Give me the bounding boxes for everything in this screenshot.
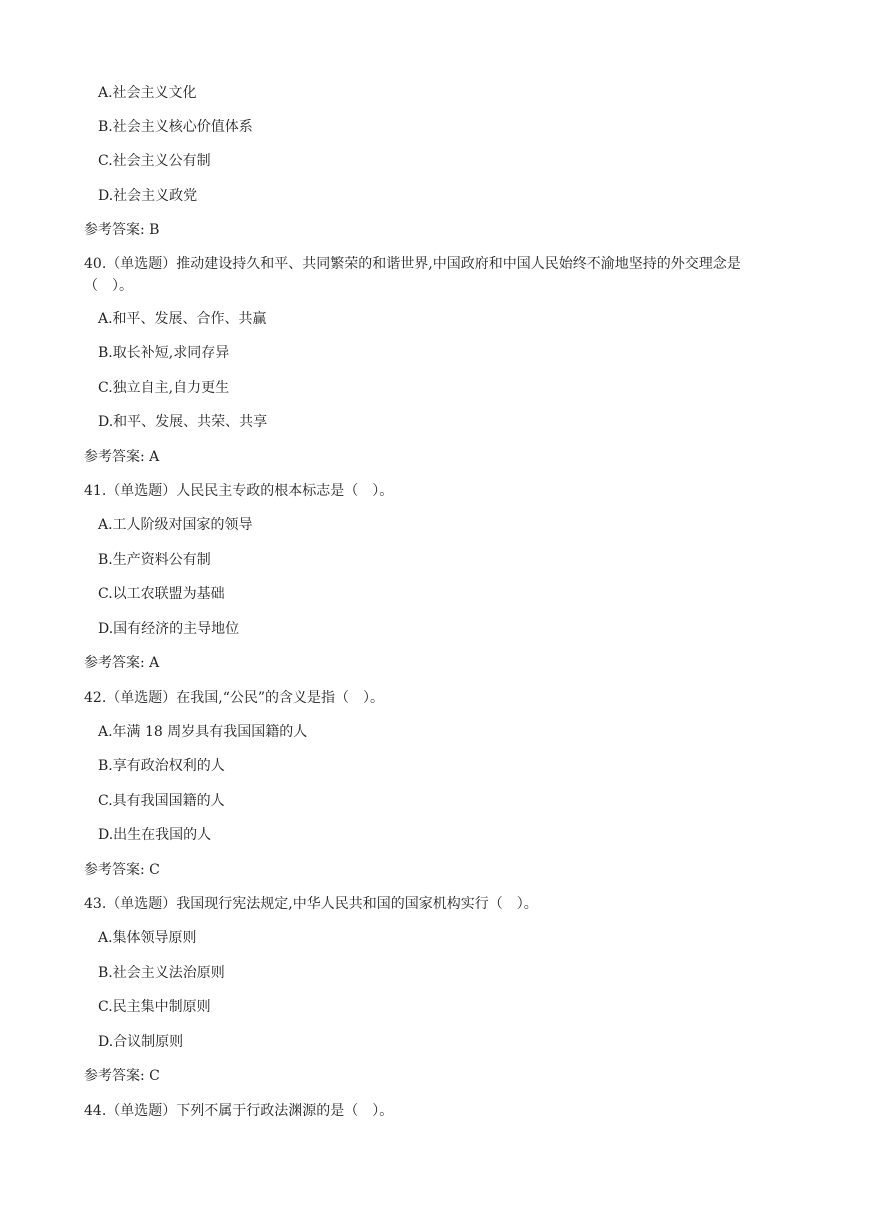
question-stem-44: 44.（单选题）下列不属于行政法渊源的是（ ）。 [84, 1103, 394, 1119]
option-d: D.合议制原则 [98, 1034, 184, 1050]
question-stem-42: 42.（单选题）在我国,“公民”的含义是指（ ）。 [84, 690, 385, 706]
option-b: B.生产资料公有制 [98, 552, 211, 568]
option-a: A.和平、发展、合作、共赢 [98, 311, 267, 327]
option-c: C.具有我国国籍的人 [98, 793, 225, 809]
question-stem-40: 40.（单选题）推动建设持久和平、共同繁荣的和谐世界,中国政府和中国人民始终不渝地坚持的外交理念是（ ）。 [84, 256, 741, 294]
answer-line: 参考答案: C [84, 862, 160, 878]
option-c: C.以工农联盟为基础 [98, 586, 225, 602]
option-b: B.享有政治权利的人 [98, 758, 225, 774]
question-stem-43: 43.（单选题）我国现行宪法规定,中华人民共和国的国家机构实行（ ）。 [84, 896, 538, 912]
answer-line: 参考答案: B [84, 222, 160, 238]
option-b: B.取长补短,求同存异 [98, 345, 230, 361]
option-a: A.工人阶级对国家的领导 [98, 517, 253, 533]
question-stem-41: 41.（单选题）人民民主专政的根本标志是（ ）。 [84, 483, 394, 499]
answer-line: 参考答案: A [84, 449, 160, 465]
option-d: D.国有经济的主导地位 [98, 621, 240, 637]
option-a: A.社会主义文化 [98, 85, 197, 101]
option-b: B.社会主义法治原则 [98, 965, 225, 981]
option-a: A.集体领导原则 [98, 930, 197, 946]
answer-line: 参考答案: A [84, 655, 160, 671]
option-c: C.民主集中制原则 [98, 999, 211, 1015]
option-a: A.年满 18 周岁具有我国国籍的人 [98, 724, 308, 740]
option-c: C.社会主义公有制 [98, 153, 211, 169]
answer-line: 参考答案: C [84, 1068, 160, 1084]
option-c: C.独立自主,自力更生 [98, 380, 230, 396]
option-d: D.和平、发展、共荣、共享 [98, 414, 268, 430]
option-b: B.社会主义核心价值体系 [98, 119, 253, 135]
option-d: D.出生在我国的人 [98, 827, 212, 843]
option-d: D.社会主义政党 [98, 188, 198, 204]
